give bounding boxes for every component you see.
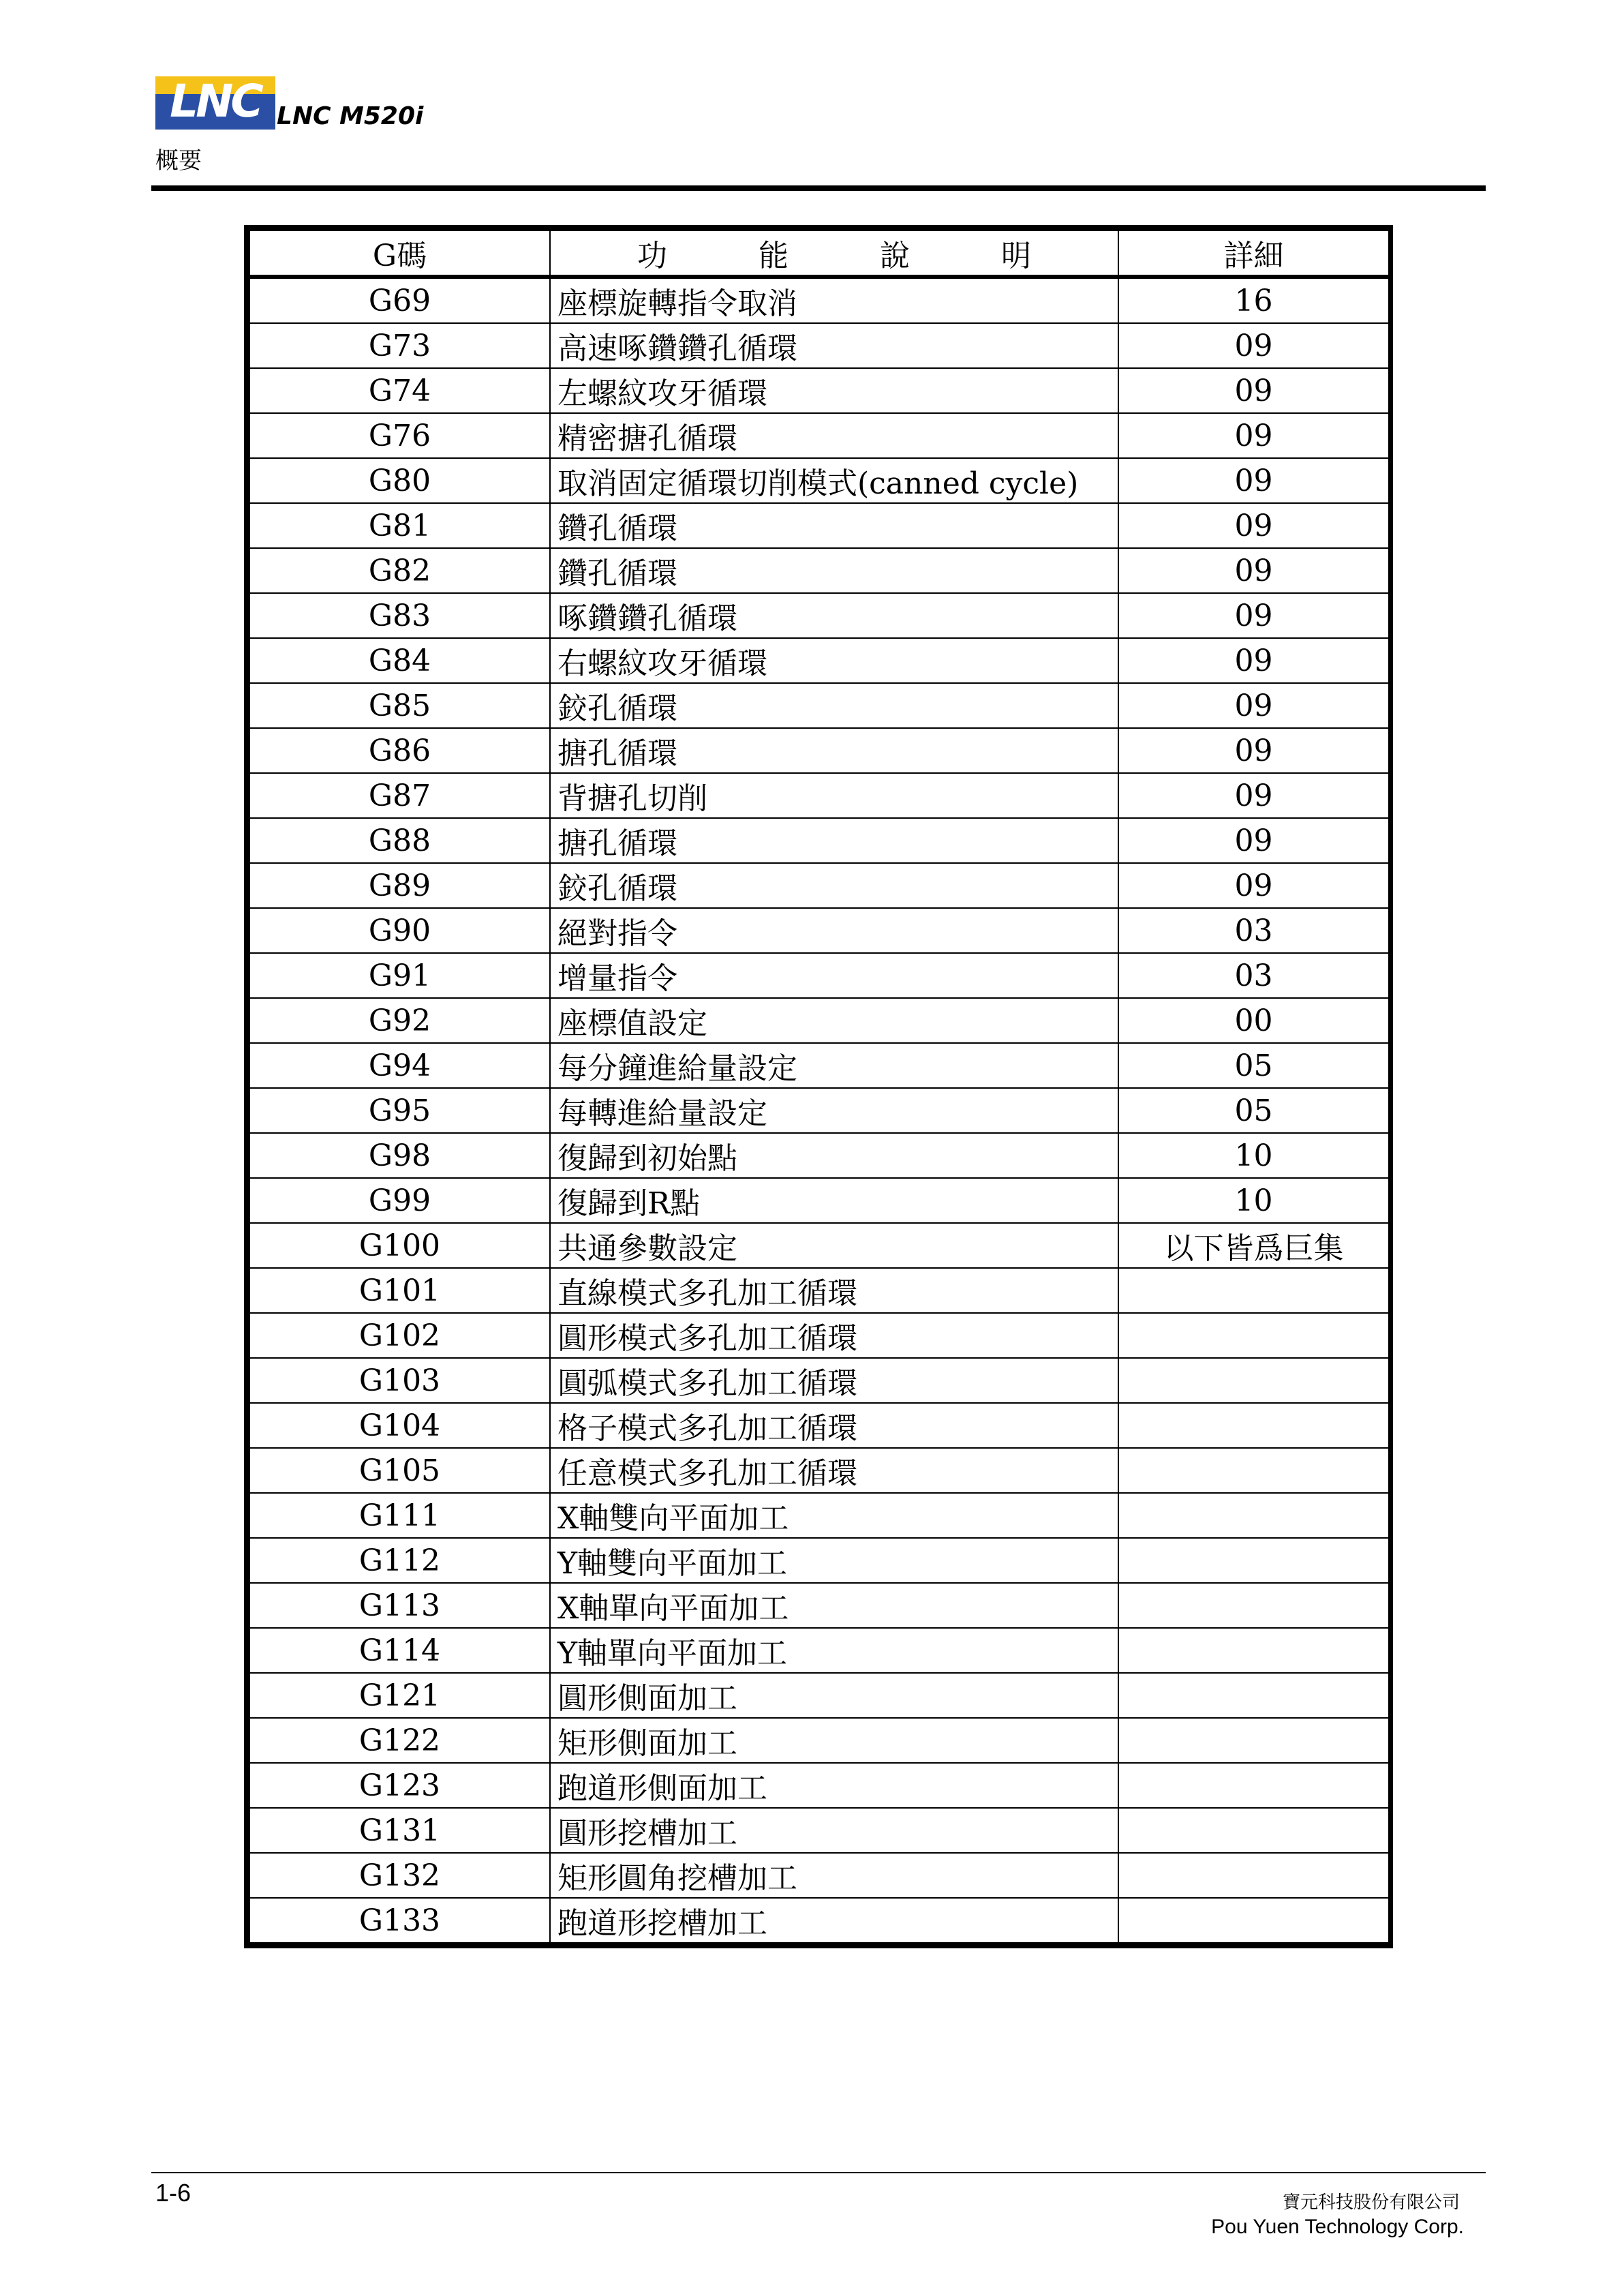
gcode-cell: G88 bbox=[249, 818, 550, 863]
header-code: G碼 bbox=[249, 230, 550, 277]
description-cell: 鑽孔循環 bbox=[550, 503, 1118, 548]
gcode-cell: G101 bbox=[249, 1268, 550, 1313]
description-cell: 任意模式多孔加工循環 bbox=[550, 1448, 1118, 1493]
detail-cell: 10 bbox=[1118, 1133, 1389, 1178]
description-cell: Y軸雙向平面加工 bbox=[550, 1538, 1118, 1583]
table-row bbox=[249, 593, 1389, 638]
gcode-cell: G99 bbox=[249, 1178, 550, 1223]
detail-cell: 09 bbox=[1118, 368, 1389, 413]
description-cell: 每轉進給量設定 bbox=[550, 1088, 1118, 1133]
detail-cell: 09 bbox=[1118, 413, 1389, 458]
detail-cell: 09 bbox=[1118, 323, 1389, 368]
table-row bbox=[249, 773, 1389, 818]
description-cell: 復歸到R點 bbox=[550, 1178, 1118, 1223]
description-cell: 啄鑽鑽孔循環 bbox=[550, 593, 1118, 638]
detail-cell bbox=[1118, 1763, 1389, 1808]
gcode-cell: G76 bbox=[249, 413, 550, 458]
gcode-cell: G103 bbox=[249, 1358, 550, 1403]
gcode-cell: G121 bbox=[249, 1673, 550, 1718]
table-row bbox=[249, 818, 1389, 863]
description-cell: 復歸到初始點 bbox=[550, 1133, 1118, 1178]
table-row bbox=[249, 728, 1389, 773]
header-detail: 詳細 bbox=[1118, 230, 1389, 277]
logo-text: LNC bbox=[170, 75, 261, 127]
gcode-cell: G92 bbox=[249, 998, 550, 1043]
description-cell: Y軸單向平面加工 bbox=[550, 1628, 1118, 1673]
table-header-row bbox=[249, 230, 1389, 277]
description-cell: 搪孔循環 bbox=[550, 818, 1118, 863]
gcode-cell: G73 bbox=[249, 323, 550, 368]
detail-cell bbox=[1118, 1538, 1389, 1583]
detail-cell: 16 bbox=[1118, 277, 1389, 323]
detail-cell bbox=[1118, 1898, 1389, 1943]
description-cell: 鑽孔循環 bbox=[550, 548, 1118, 593]
gcode-cell: G132 bbox=[249, 1853, 550, 1898]
gcode-cell: G74 bbox=[249, 368, 550, 413]
description-cell: X軸雙向平面加工 bbox=[550, 1493, 1118, 1538]
gcode-table bbox=[244, 225, 1393, 1948]
detail-cell: 00 bbox=[1118, 998, 1389, 1043]
table-row bbox=[249, 1763, 1389, 1808]
table-row bbox=[249, 908, 1389, 953]
gcode-cell: G131 bbox=[249, 1808, 550, 1853]
gcode-cell: G104 bbox=[249, 1403, 550, 1448]
table-row bbox=[249, 638, 1389, 683]
detail-cell bbox=[1118, 1493, 1389, 1538]
gcode-cell: G122 bbox=[249, 1718, 550, 1763]
description-cell: 共通參數設定 bbox=[550, 1223, 1118, 1268]
detail-cell: 以下皆爲巨集 bbox=[1118, 1223, 1389, 1268]
detail-cell bbox=[1118, 1403, 1389, 1448]
table-row bbox=[249, 277, 1389, 323]
description-cell: 跑道形挖槽加工 bbox=[550, 1898, 1118, 1943]
description-cell: 圓形側面加工 bbox=[550, 1673, 1118, 1718]
description-cell: 背搪孔切削 bbox=[550, 773, 1118, 818]
detail-cell: 05 bbox=[1118, 1088, 1389, 1133]
product-name: LNC M520i bbox=[277, 102, 424, 130]
description-cell: X軸單向平面加工 bbox=[550, 1583, 1118, 1628]
gcode-cell: G83 bbox=[249, 593, 550, 638]
table-row bbox=[249, 1493, 1389, 1538]
description-cell: 矩形圓角挖槽加工 bbox=[550, 1853, 1118, 1898]
detail-cell: 09 bbox=[1118, 773, 1389, 818]
table-row bbox=[249, 1313, 1389, 1358]
gcode-cell: G111 bbox=[249, 1493, 550, 1538]
description-cell: 跑道形側面加工 bbox=[550, 1763, 1118, 1808]
detail-cell: 09 bbox=[1118, 818, 1389, 863]
description-cell: 格子模式多孔加工循環 bbox=[550, 1403, 1118, 1448]
description-cell: 搪孔循環 bbox=[550, 728, 1118, 773]
description-cell: 矩形側面加工 bbox=[550, 1718, 1118, 1763]
detail-cell bbox=[1118, 1358, 1389, 1403]
detail-cell bbox=[1118, 1718, 1389, 1763]
description-cell: 高速啄鑽鑽孔循環 bbox=[550, 323, 1118, 368]
detail-cell: 09 bbox=[1118, 683, 1389, 728]
table-row bbox=[249, 548, 1389, 593]
footer-rule bbox=[151, 2172, 1486, 2173]
gcode-cell: G114 bbox=[249, 1628, 550, 1673]
description-cell: 鉸孔循環 bbox=[550, 863, 1118, 908]
table-row bbox=[249, 1718, 1389, 1763]
gcode-cell: G69 bbox=[249, 277, 550, 323]
detail-cell: 05 bbox=[1118, 1043, 1389, 1088]
description-cell: 圓弧模式多孔加工循環 bbox=[550, 1358, 1118, 1403]
table-row bbox=[249, 1808, 1389, 1853]
description-cell: 鉸孔循環 bbox=[550, 683, 1118, 728]
gcode-cell: G112 bbox=[249, 1538, 550, 1583]
gcode-cell: G95 bbox=[249, 1088, 550, 1133]
description-cell: 精密搪孔循環 bbox=[550, 413, 1118, 458]
description-cell: 左螺紋攻牙循環 bbox=[550, 368, 1118, 413]
table-row bbox=[249, 1088, 1389, 1133]
detail-cell bbox=[1118, 1583, 1389, 1628]
table-row bbox=[249, 1538, 1389, 1583]
table-row bbox=[249, 1223, 1389, 1268]
description-cell: 直線模式多孔加工循環 bbox=[550, 1268, 1118, 1313]
gcode-cell: G100 bbox=[249, 1223, 550, 1268]
gcode-cell: G123 bbox=[249, 1763, 550, 1808]
detail-cell: 09 bbox=[1118, 728, 1389, 773]
detail-cell: 10 bbox=[1118, 1178, 1389, 1223]
header-rule bbox=[151, 185, 1486, 191]
lnc-logo bbox=[155, 76, 275, 130]
gcode-cell: G87 bbox=[249, 773, 550, 818]
description-cell: 取消固定循環切削模式(canned cycle) bbox=[550, 458, 1118, 503]
detail-cell: 09 bbox=[1118, 593, 1389, 638]
company-name-en: Pou Yuen Technology Corp. bbox=[1211, 2216, 1464, 2238]
detail-cell bbox=[1118, 1268, 1389, 1313]
table-row bbox=[249, 863, 1389, 908]
gcode-cell: G84 bbox=[249, 638, 550, 683]
table-row bbox=[249, 323, 1389, 368]
table-row bbox=[249, 1268, 1389, 1313]
detail-cell bbox=[1118, 1448, 1389, 1493]
page-number: 1-6 bbox=[155, 2179, 192, 2207]
detail-cell bbox=[1118, 1853, 1389, 1898]
gcode-cell: G89 bbox=[249, 863, 550, 908]
description-cell: 每分鐘進給量設定 bbox=[550, 1043, 1118, 1088]
gcode-cell: G113 bbox=[249, 1583, 550, 1628]
table-row bbox=[249, 998, 1389, 1043]
company-name-zh: 寶元科技股份有限公司 bbox=[1282, 2192, 1460, 2213]
detail-cell bbox=[1118, 1808, 1389, 1853]
detail-cell bbox=[1118, 1628, 1389, 1673]
table-row bbox=[249, 1043, 1389, 1088]
table-row bbox=[249, 1358, 1389, 1403]
gcode-cell: G90 bbox=[249, 908, 550, 953]
gcode-cell: G86 bbox=[249, 728, 550, 773]
detail-cell: 09 bbox=[1118, 458, 1389, 503]
detail-cell bbox=[1118, 1313, 1389, 1358]
detail-cell: 09 bbox=[1118, 548, 1389, 593]
description-cell: 圓形模式多孔加工循環 bbox=[550, 1313, 1118, 1358]
detail-cell: 09 bbox=[1118, 503, 1389, 548]
table-row bbox=[249, 413, 1389, 458]
detail-cell: 09 bbox=[1118, 638, 1389, 683]
gcode-cell: G133 bbox=[249, 1898, 550, 1943]
description-cell: 右螺紋攻牙循環 bbox=[550, 638, 1118, 683]
gcode-cell: G85 bbox=[249, 683, 550, 728]
detail-cell: 03 bbox=[1118, 953, 1389, 998]
description-cell: 增量指令 bbox=[550, 953, 1118, 998]
table-row bbox=[249, 1628, 1389, 1673]
table-row bbox=[249, 1403, 1389, 1448]
table-row bbox=[249, 1178, 1389, 1223]
gcode-cell: G98 bbox=[249, 1133, 550, 1178]
table-row bbox=[249, 1583, 1389, 1628]
gcode-cell: G80 bbox=[249, 458, 550, 503]
table-row bbox=[249, 1673, 1389, 1718]
table-row bbox=[249, 458, 1389, 503]
table-row bbox=[249, 368, 1389, 413]
table-row bbox=[249, 953, 1389, 998]
gcode-cell: G105 bbox=[249, 1448, 550, 1493]
gcode-cell: G102 bbox=[249, 1313, 550, 1358]
table-row bbox=[249, 1853, 1389, 1898]
gcode-cell: G91 bbox=[249, 953, 550, 998]
description-cell: 絕對指令 bbox=[550, 908, 1118, 953]
gcode-cell: G82 bbox=[249, 548, 550, 593]
description-cell: 圓形挖槽加工 bbox=[550, 1808, 1118, 1853]
table-row bbox=[249, 1448, 1389, 1493]
table-row bbox=[249, 503, 1389, 548]
detail-cell: 09 bbox=[1118, 863, 1389, 908]
table-row bbox=[249, 1898, 1389, 1943]
table-row bbox=[249, 683, 1389, 728]
gcode-cell: G94 bbox=[249, 1043, 550, 1088]
description-cell: 座標值設定 bbox=[550, 998, 1118, 1043]
gcode-cell: G81 bbox=[249, 503, 550, 548]
detail-cell: 03 bbox=[1118, 908, 1389, 953]
detail-cell bbox=[1118, 1673, 1389, 1718]
table-row bbox=[249, 1133, 1389, 1178]
description-cell: 座標旋轉指令取消 bbox=[550, 277, 1118, 323]
header-description: 功 能 說 明 bbox=[550, 230, 1118, 277]
section-title: 概要 bbox=[155, 147, 202, 175]
